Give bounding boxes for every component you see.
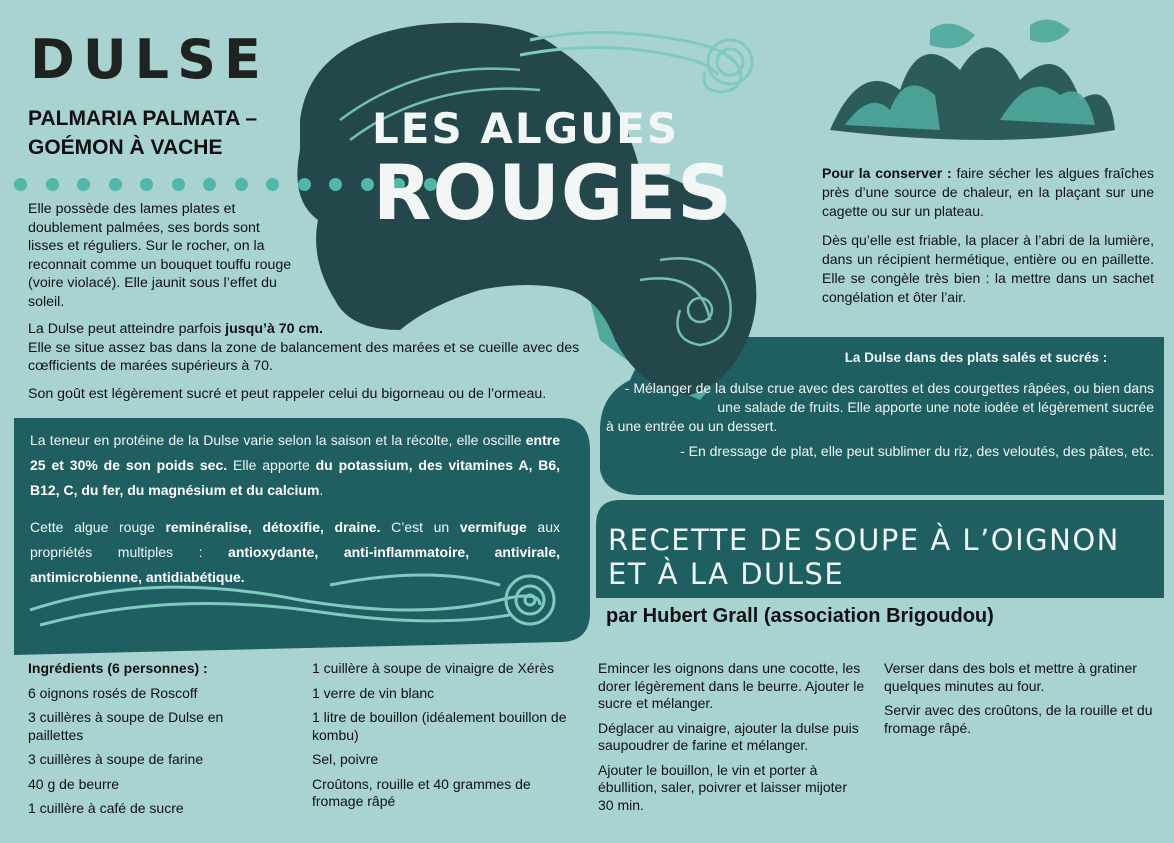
latin-name-line1: PALMARIA PALMATA – (28, 107, 258, 130)
list-item: 1 cuillère à soupe de vinaigre de Xérès (312, 660, 555, 676)
conservation-p1: Pour la conserver : faire sécher les algues fraîches près d’une source de chaleur, en la plaçant sur une cagette ou sur un plateau. (822, 165, 1155, 219)
dishes-p1-end: à une entrée ou un dessert. (606, 418, 778, 434)
steps-col3 (598, 660, 868, 821)
dishes-heading: La Dulse dans des plats salés et sucrés : (844, 350, 1108, 365)
nutrition-text (30, 428, 560, 602)
page-title: DULSE (30, 28, 269, 91)
latin-name-line2: GOÉMON À VACHE (28, 136, 223, 159)
ingredients-col1 (28, 660, 298, 825)
recipe-title (608, 523, 1148, 591)
hero-title-line1: LES ALGUES (372, 104, 680, 153)
conservation-p2: Dès qu’elle est friable, la placer à l’abri de la lumière, dans un récipient hermétique, entière ou en paillette. Elle se congèle très bien : la mettre dans un sachet congélation et ôter l’air. (822, 232, 1154, 305)
dishes (606, 350, 1154, 467)
recipe-title-line2: ET À LA DULSE (608, 557, 845, 591)
dishes-p1: - Mélanger de la dulse crue avec des carottes et des courgettes râpées, ou bien dans une salade de fruits. Elle apporte une note iodée et légèrement sucrée (624, 380, 1154, 415)
list-item: 3 cuillères à soupe de farine (28, 751, 204, 767)
list-item: 1 litre de bouillon (idéalement bouillon de kombu) (312, 709, 567, 743)
list-item: Emincer les oignons dans une cocotte, les dorer légèrement dans le beurre. Ajouter le sucre et mélanger. (598, 660, 865, 711)
latin-name (28, 104, 308, 162)
ingredients-col2 (312, 660, 582, 818)
description-p2: La Dulse peut atteindre parfois jusqu’à 70 cm. Elle se situe assez bas dans la zone de balancement des marées et se cueille avec des cœfficients de marées supérieurs à 70. (28, 321, 580, 374)
list-item: 1 cuillère à café de sucre (28, 800, 184, 816)
conservation (822, 164, 1154, 317)
description-p3: Son goût est légèrement sucré et peut rappeler celui du bigorneau ou de l’ormeau. (28, 385, 547, 402)
description (28, 200, 593, 412)
nutrition-p2: Cette algue rouge reminéralise, détoxifie, draine. C’est un vermifuge aux propriétés multiples : antioxydante, anti-inflammatoire, antivirale, antimicrobienne, antidiabétique. (30, 519, 560, 585)
dishes-p2: - En dressage de plat, elle peut sublimer du riz, des veloutés, des pâtes, etc. (680, 443, 1154, 459)
list-item: Déglacer au vinaigre, ajouter la dulse puis saupoudrer de farine et mélanger. (598, 719, 859, 753)
description-p1: Elle possède des lames plates et doublement palmées, ses bords sont lisses et réguliers. Sur le rocher, on la reconnait comme un bouquet touffu rouge (voire violacé). Elle jaunit sous l’effet du soleil. (28, 201, 292, 310)
list-item: 3 cuillères à soupe de Dulse en paillettes (28, 709, 224, 743)
list-item: Sel, poivre (312, 751, 379, 767)
list-item: Servir avec des croûtons, de la rouille et du fromage râpé. (884, 702, 1153, 736)
list-item: 1 verre de vin blanc (312, 684, 435, 701)
list-item: Verser dans des bols et mettre à gratiner quelques minutes au four. (884, 660, 1137, 694)
recipe-title-line1: RECETTE DE SOUPE À L’OIGNON (608, 523, 1120, 557)
ingredients-heading: Ingrédients (6 personnes) : (28, 660, 208, 676)
hero-title-line2: ROUGES (373, 148, 733, 237)
list-item: Croûtons, rouille et 40 grammes de fromage râpé (312, 775, 531, 809)
list-item: 6 oignons rosés de Roscoff (28, 684, 198, 701)
list-item: 40 g de beurre (28, 775, 120, 792)
list-item: Ajouter le bouillon, le vin et porter à ébullition, saler, poivrer et laisser mijoter 30 min. (598, 761, 847, 813)
steps-col4 (884, 660, 1154, 744)
recipe-author: par Hubert Grall (association Brigoudou) (606, 605, 994, 627)
nutrition-p1: La teneur en protéine de la Dulse varie selon la saison et la récolte, elle oscille entre 25 et 30% de son poids sec. Elle apporte du potassium, des vitamines A, B6, B12, C, du fer, du magnésium et du calcium. (30, 432, 561, 498)
